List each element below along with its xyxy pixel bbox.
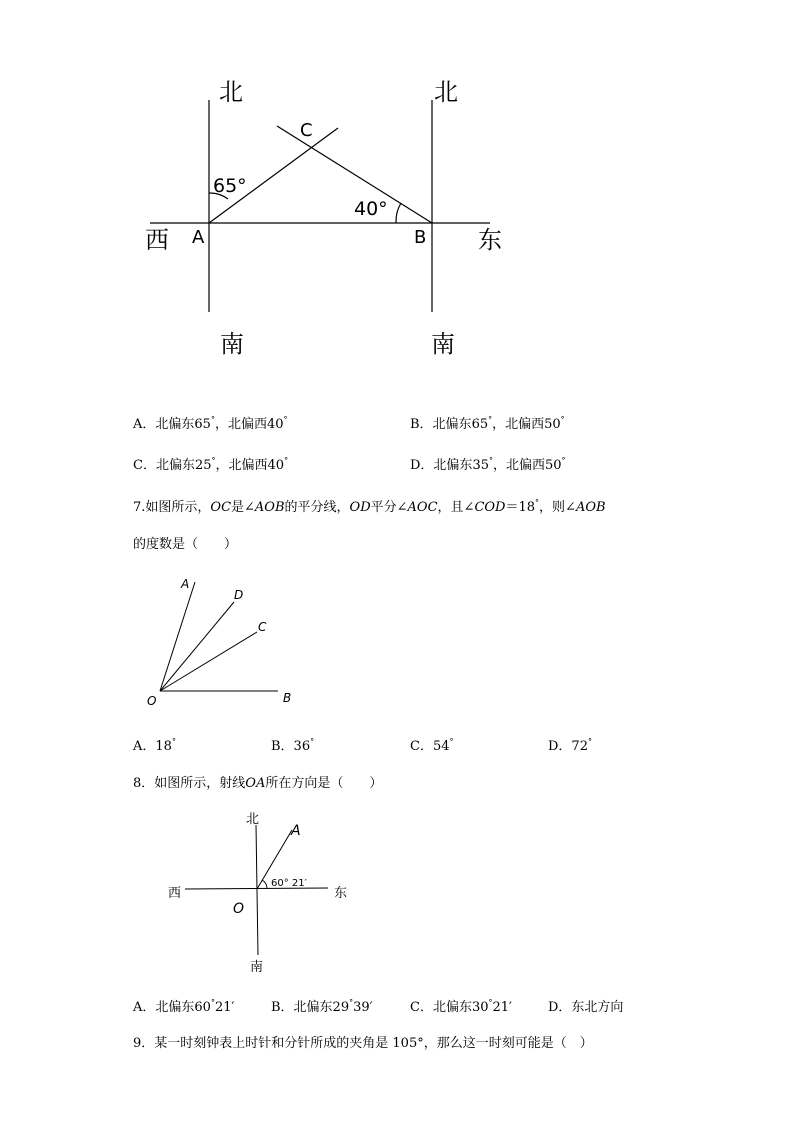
ray-oc [160, 632, 257, 691]
q8-option-d[interactable]: D．东北方向 [548, 1000, 624, 1015]
vertex-label-o: O [147, 694, 157, 708]
q8-option-c[interactable]: C．北偏东30°21′ [410, 998, 512, 1015]
point-c-label: C [300, 120, 313, 141]
label-north-right: 北 [434, 78, 458, 106]
compass-point-o: O [233, 901, 245, 917]
q6-option-d[interactable]: D．北偏东35°，北偏西50° [410, 456, 566, 473]
figure-direction-diagram [0, 0, 794, 380]
ray-od [160, 602, 234, 691]
compass-point-a: A [291, 823, 301, 839]
q9-question: 9．某一时刻钟表上时针和分针所成的夹角是 105°，那么这一时刻可能是（ ） [133, 1036, 593, 1051]
q7-question-line1: 7.如图所示，OC是∠AOB的平分线，OD平分∠AOC，且∠COD＝18°，则∠AOB [133, 498, 606, 515]
ray-oa [160, 582, 195, 691]
q6-option-a[interactable]: A．北偏东65°，北偏西40° [133, 415, 288, 432]
ray-label-a: A [181, 577, 190, 591]
angle-b-label: 40° [354, 198, 388, 220]
ray-label-c: C [258, 620, 267, 634]
q7-option-d[interactable]: D．72° [548, 737, 592, 754]
angle-arc-b [396, 203, 401, 223]
q8-option-b[interactable]: B．北偏东29°39′ [271, 998, 373, 1015]
label-east: 东 [478, 226, 502, 254]
compass-angle-arc [262, 880, 267, 889]
q7-option-b[interactable]: B．36° [271, 737, 315, 754]
q7-option-a[interactable]: A．18° [133, 737, 176, 754]
label-south-right: 南 [431, 330, 455, 358]
q6-option-c[interactable]: C．北偏东25°，北偏西40° [133, 456, 289, 473]
q8-option-a[interactable]: A．北偏东60°21′ [133, 998, 235, 1015]
compass-north: 北 [246, 812, 260, 827]
label-south-left: 南 [220, 330, 244, 358]
q7-question-line2: 的度数是（ ） [133, 537, 238, 552]
point-b-label: B [414, 227, 427, 248]
q6-option-b[interactable]: B．北偏东65°，北偏西50° [410, 415, 565, 432]
angle-a-label: 65° [213, 175, 247, 197]
q8-question: 8．如图所示，射线OA所在方向是（ ） [133, 776, 383, 791]
q7-option-c[interactable]: C．54° [410, 737, 454, 754]
compass-angle-label: 60° 21′ [271, 878, 307, 889]
compass-ns-line [256, 825, 258, 955]
point-a-label: A [192, 227, 205, 248]
ray-label-d: D [234, 588, 244, 602]
figure-angle-rays [0, 572, 794, 712]
label-north-left: 北 [219, 78, 243, 106]
compass-west: 西 [168, 886, 182, 901]
ray-label-b: B [283, 691, 292, 705]
figure-compass-oa [0, 805, 794, 975]
compass-east: 东 [334, 886, 348, 901]
label-west: 西 [145, 226, 169, 254]
compass-south: 南 [250, 960, 264, 975]
